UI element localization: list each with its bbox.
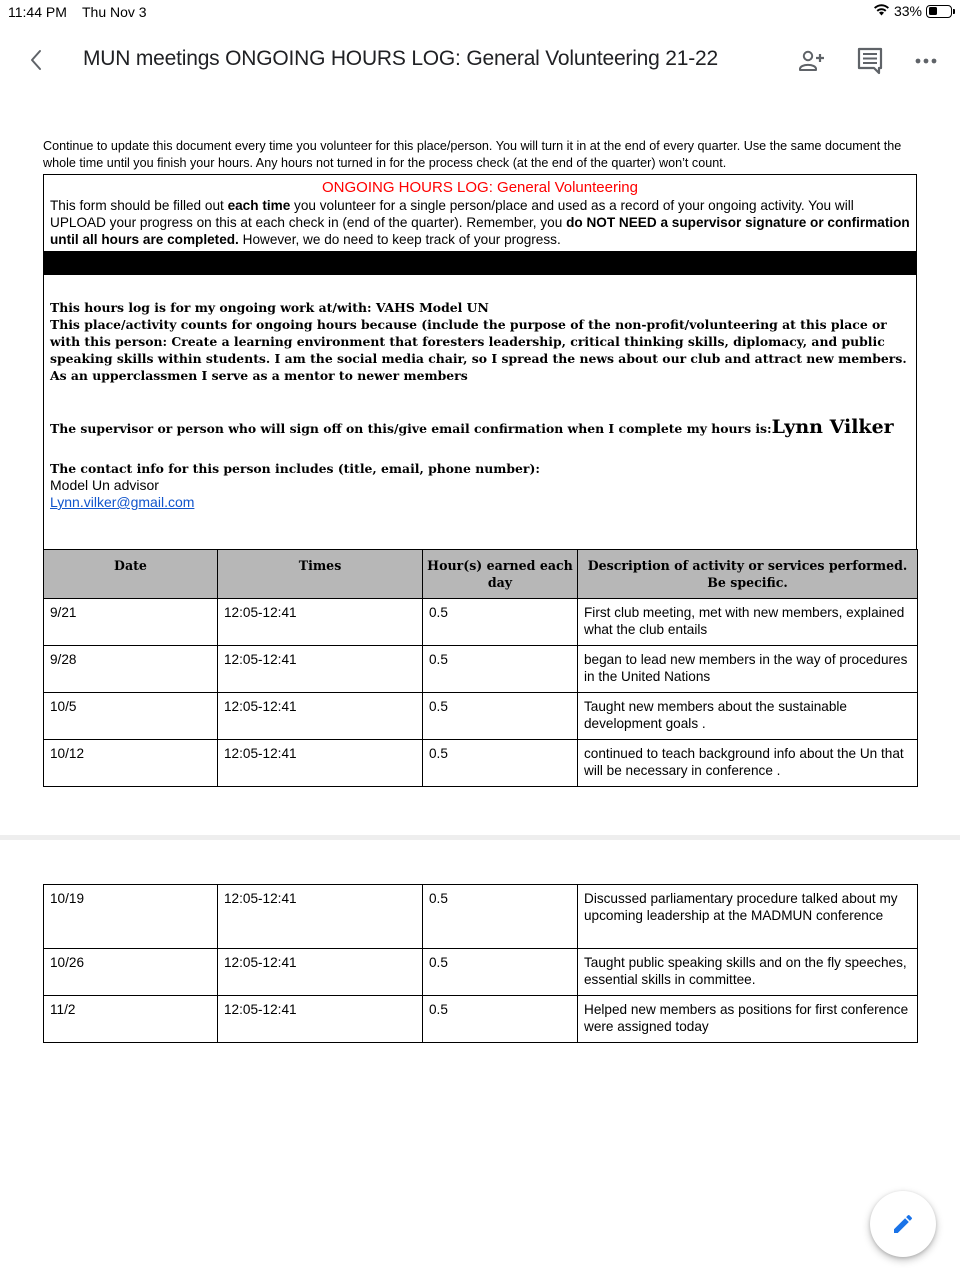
back-chevron-icon (29, 48, 43, 72)
status-indicators (873, 3, 952, 19)
table-row (44, 599, 918, 646)
table-row (44, 996, 918, 1043)
cell-times[interactable]: 12:05-12:41 (218, 599, 423, 646)
header-hours: Hour(s) earned each day (423, 550, 578, 599)
form-title: ONGOING HOURS LOG: General Volunteering (322, 179, 638, 196)
cell-description[interactable]: continued to teach background info about the Un that will be necessary in conference . (578, 740, 918, 787)
cell-times[interactable]: 12:05-12:41 (218, 693, 423, 740)
cell-hours[interactable]: 0.5 (423, 949, 578, 996)
cell-hours[interactable]: 0.5 (423, 693, 578, 740)
form-instructions: This form should be filled out each time you volunteer for a single person/place and used as a record of your ongoing activity. You will UPLOAD your progress on this at each check in (end of the quarter). Remember, you do NOT NEED a supervisor signature or confirmation until all hours are completed. However, we do need to keep track of your progress. (50, 198, 910, 247)
cell-date[interactable]: 10/12 (44, 740, 218, 787)
table-row (44, 740, 918, 787)
table-row (44, 885, 918, 949)
cell-date[interactable]: 9/28 (44, 646, 218, 693)
header-times: Times (218, 550, 423, 599)
black-band (44, 253, 916, 275)
share-button[interactable] (796, 45, 828, 77)
cell-description[interactable]: Taught new members about the sustainable development goals . (578, 693, 918, 740)
supervisor-label: The supervisor or person who will sign off on this/give email confirmation when I complete my hours is: (50, 421, 772, 436)
cell-description[interactable]: Taught public speaking skills and on the fly speeches, essential skills in committee. (578, 949, 918, 996)
cell-hours[interactable]: 0.5 (423, 996, 578, 1043)
cell-hours[interactable]: 0.5 (423, 599, 578, 646)
battery-icon (926, 5, 952, 18)
cell-hours[interactable]: 0.5 (423, 885, 578, 949)
table-header-row (44, 550, 918, 599)
edit-fab-button[interactable] (870, 1191, 936, 1257)
cell-date[interactable]: 11/2 (44, 996, 218, 1043)
supervisor-name: Lynn Vilker (771, 416, 894, 438)
document-title: MUN meetings ONGOING HOURS LOG: General Volunteering 21-22 (83, 47, 718, 70)
cell-description[interactable]: Discussed parliamentary procedure talked about my upcoming leadership at the MADMUN conference (578, 885, 918, 949)
cell-times[interactable]: 12:05-12:41 (218, 885, 423, 949)
more-options-icon (915, 58, 937, 64)
cell-description[interactable]: began to lead new members in the way of procedures in the United Nations (578, 646, 918, 693)
hours-log-table (43, 549, 918, 787)
cell-date[interactable]: 9/21 (44, 599, 218, 646)
table-row (44, 949, 918, 996)
cell-times[interactable]: 12:05-12:41 (218, 646, 423, 693)
supervisor-line (50, 416, 894, 438)
app-toolbar (0, 36, 960, 84)
form-frame (43, 174, 917, 550)
comments-button[interactable] (854, 45, 886, 77)
cell-description[interactable]: Helped new members as positions for first conference were assigned today (578, 996, 918, 1043)
work-place-line: This hours log is for my ongoing work at/with: VAHS Model UN (50, 300, 489, 315)
contact-label: The contact info for this person includes (title, email, phone number): (50, 461, 540, 476)
cell-hours[interactable]: 0.5 (423, 740, 578, 787)
work-info (50, 299, 910, 384)
table-row (44, 693, 918, 740)
cell-times[interactable]: 12:05-12:41 (218, 949, 423, 996)
header-date: Date (44, 550, 218, 599)
status-bar (0, 0, 960, 24)
contact-info (50, 460, 540, 511)
page-break (0, 835, 960, 840)
cell-date[interactable]: 10/26 (44, 949, 218, 996)
contact-email-link[interactable]: Lynn.vilker@gmail.com (50, 494, 195, 510)
share-person-add-icon (798, 49, 826, 73)
hours-log-table-continued (43, 884, 918, 1043)
cell-times[interactable]: 12:05-12:41 (218, 740, 423, 787)
header-description: Description of activity or services performed. Be specific. (578, 550, 918, 599)
wifi-icon (873, 3, 890, 19)
cell-hours[interactable]: 0.5 (423, 646, 578, 693)
edit-pencil-icon (891, 1212, 915, 1236)
back-button[interactable] (22, 46, 50, 74)
status-date: Thu Nov 3 (82, 4, 147, 20)
purpose-line: This place/activity counts for ongoing hours because (include the purpose of the non-profit/volunteering at this place or with this person: Create a learning environment that foresters leadership, critical thinking skills, diplomacy, and public speaking skills within students. I am the social media chair, so I spread the news about our club and attract new members. As an upperclassmen I serve as a mentor to newer members (50, 317, 907, 383)
comment-icon (857, 47, 883, 75)
status-time: 11:44 PM (8, 4, 67, 20)
intro-instructions: Continue to update this document every time you volunteer for this place/person. You will turn it in at the end of every quarter. Use the same document the whole time until you finish your hours. Any hours not turned in for the process check (at the end of the quarter) won’t count. (43, 139, 902, 170)
table-row (44, 646, 918, 693)
cell-date[interactable]: 10/5 (44, 693, 218, 740)
cell-date[interactable]: 10/19 (44, 885, 218, 949)
battery-percent: 33% (893, 3, 922, 19)
more-options-button[interactable] (910, 45, 942, 77)
cell-description[interactable]: First club meeting, met with new members, explained what the club entails (578, 599, 918, 646)
contact-title: Model Un advisor (50, 477, 159, 493)
cell-times[interactable]: 12:05-12:41 (218, 996, 423, 1043)
